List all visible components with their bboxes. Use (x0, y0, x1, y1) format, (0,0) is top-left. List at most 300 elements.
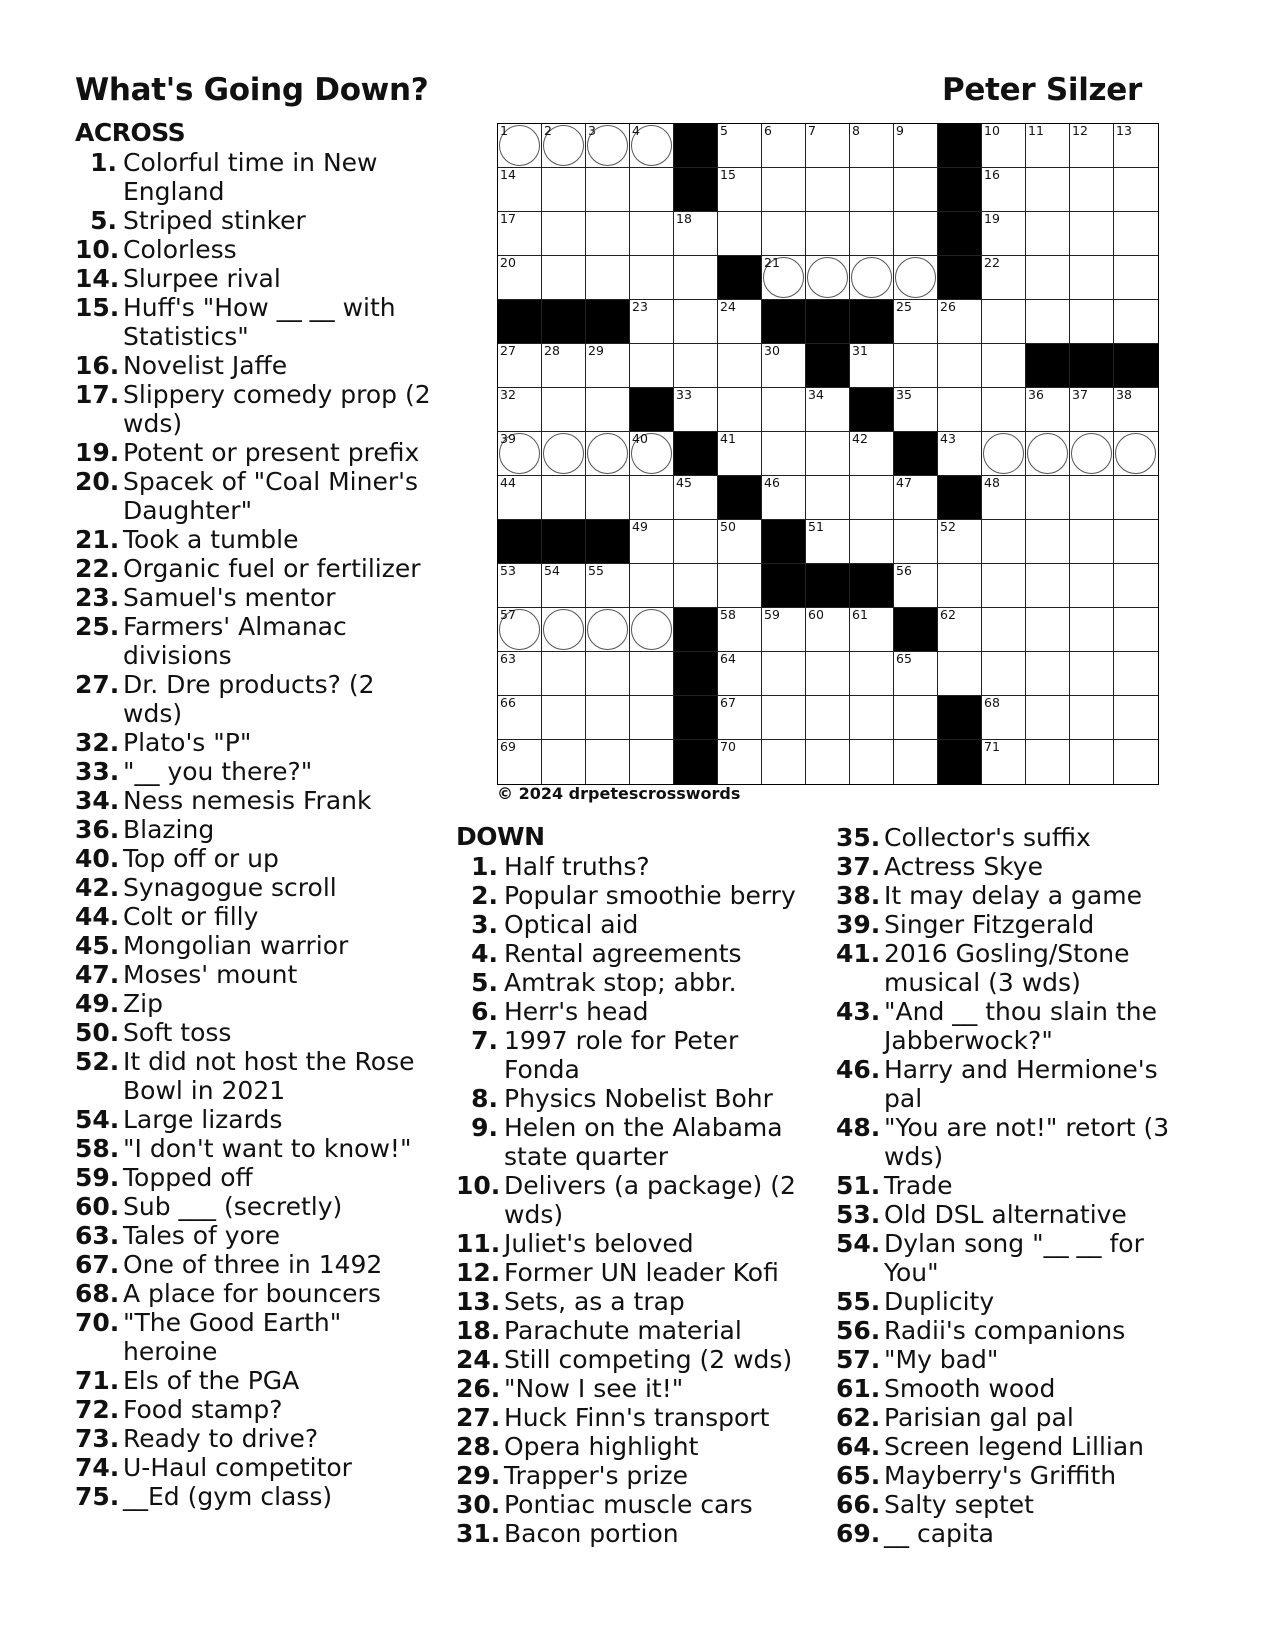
grid-cell[interactable] (938, 564, 982, 608)
grid-block (762, 520, 806, 564)
grid-cell[interactable] (630, 608, 674, 652)
clue-number: 58. (75, 1134, 120, 1163)
grid-cell[interactable] (498, 652, 542, 696)
grid-cell[interactable] (498, 344, 542, 388)
grid-cell[interactable] (498, 740, 542, 784)
clue-item (75, 1366, 435, 1395)
clue-item (836, 1316, 1186, 1345)
clue-item (456, 1258, 812, 1287)
grid-cell[interactable] (938, 432, 982, 476)
cell-number: 37 (1072, 387, 1088, 402)
grid-cell[interactable] (1026, 124, 1070, 168)
cell-number: 29 (588, 343, 604, 358)
grid-cell[interactable] (938, 388, 982, 432)
clue-number: 75. (75, 1482, 120, 1511)
grid-cell[interactable] (498, 696, 542, 740)
grid-cell[interactable] (1114, 212, 1158, 256)
grid-cell[interactable] (850, 696, 894, 740)
grid-cell[interactable] (762, 344, 806, 388)
cell-number: 60 (808, 607, 824, 622)
grid-block (674, 696, 718, 740)
clue-item (75, 757, 435, 786)
grid-cell[interactable] (894, 168, 938, 212)
clue-item (456, 1084, 812, 1113)
clue-number: 26. (456, 1374, 501, 1403)
grid-cell[interactable] (938, 520, 982, 564)
clue-item (75, 1250, 435, 1279)
grid-cell[interactable] (982, 608, 1026, 652)
grid-block (938, 696, 982, 740)
cell-number: 63 (500, 651, 516, 666)
grid-cell[interactable] (542, 696, 586, 740)
grid-cell[interactable] (1070, 168, 1114, 212)
grid-cell[interactable] (586, 168, 630, 212)
cell-number: 67 (720, 695, 736, 710)
cell-number: 46 (764, 475, 780, 490)
grid-cell[interactable] (1026, 608, 1070, 652)
grid-cell[interactable] (894, 212, 938, 256)
cell-number: 3 (588, 123, 596, 138)
grid-block (1114, 344, 1158, 388)
grid-cell[interactable] (498, 432, 542, 476)
clue-item (836, 1403, 1186, 1432)
grid-cell[interactable] (894, 564, 938, 608)
clue-number: 35. (836, 823, 881, 852)
grid-cell[interactable] (806, 740, 850, 784)
cell-number: 45 (676, 475, 692, 490)
grid-cell[interactable] (982, 212, 1026, 256)
clue-text: Collector's suffix (884, 823, 1091, 852)
grid-cell[interactable] (542, 388, 586, 432)
grid-cell[interactable] (1114, 476, 1158, 520)
grid-cell[interactable] (1026, 212, 1070, 256)
grid-cell[interactable] (762, 476, 806, 520)
grid-cell[interactable] (982, 564, 1026, 608)
grid-cell[interactable] (1114, 300, 1158, 344)
clue-text: 2016 Gosling/Stone musical (3 wds) (884, 939, 1130, 997)
grid-cell[interactable] (762, 432, 806, 476)
down-clue-list-2 (836, 823, 1186, 1548)
grid-cell[interactable] (1070, 520, 1114, 564)
clue-text: Els of the PGA (123, 1366, 300, 1395)
grid-cell[interactable] (982, 520, 1026, 564)
cell-circle (1071, 433, 1112, 474)
grid-cell[interactable] (498, 212, 542, 256)
grid-cell[interactable] (542, 212, 586, 256)
grid-cell[interactable] (850, 124, 894, 168)
grid-cell[interactable] (806, 476, 850, 520)
cell-number: 41 (720, 431, 736, 446)
across-clue-list (75, 148, 435, 1511)
clue-number: 42. (75, 873, 120, 902)
grid-cell[interactable] (1070, 476, 1114, 520)
clue-text: Sub ___ (secretly) (123, 1192, 343, 1221)
grid-cell[interactable] (1070, 652, 1114, 696)
cell-number: 71 (984, 739, 1000, 754)
clue-number: 54. (836, 1229, 881, 1258)
grid-cell[interactable] (850, 740, 894, 784)
grid-cell[interactable] (718, 124, 762, 168)
grid-cell[interactable] (1070, 300, 1114, 344)
clue-text: Salty septet (884, 1490, 1034, 1519)
grid-cell[interactable] (1026, 696, 1070, 740)
clue-number: 22. (75, 554, 120, 583)
grid-cell[interactable] (718, 608, 762, 652)
grid-block (1070, 344, 1114, 388)
cell-number: 48 (984, 475, 1000, 490)
grid-cell[interactable] (630, 432, 674, 476)
grid-cell[interactable] (982, 432, 1026, 476)
clue-text: Novelist Jaffe (123, 351, 288, 380)
clue-item (75, 1482, 435, 1511)
clue-number: 21. (75, 525, 120, 554)
grid-cell[interactable] (1114, 124, 1158, 168)
grid-cell[interactable] (982, 740, 1026, 784)
grid-cell[interactable] (938, 652, 982, 696)
grid-cell[interactable] (586, 740, 630, 784)
grid-cell[interactable] (1026, 652, 1070, 696)
grid-cell[interactable] (806, 608, 850, 652)
grid-cell[interactable] (674, 476, 718, 520)
grid-cell[interactable] (630, 168, 674, 212)
cell-number: 62 (940, 607, 956, 622)
grid-cell[interactable] (498, 564, 542, 608)
grid-block (674, 740, 718, 784)
clue-text: Topped off (123, 1163, 253, 1192)
clue-item (75, 1279, 435, 1308)
grid-cell[interactable] (630, 696, 674, 740)
grid-cell[interactable] (850, 432, 894, 476)
grid-cell[interactable] (718, 212, 762, 256)
clue-number: 13. (456, 1287, 501, 1316)
clue-number: 40. (75, 844, 120, 873)
grid-cell[interactable] (894, 520, 938, 564)
grid-cell[interactable] (718, 652, 762, 696)
cell-number: 5 (720, 123, 728, 138)
grid-cell[interactable] (806, 432, 850, 476)
cell-number: 64 (720, 651, 736, 666)
grid-cell[interactable] (1026, 168, 1070, 212)
grid-cell[interactable] (718, 696, 762, 740)
grid-cell[interactable] (630, 124, 674, 168)
grid-cell[interactable] (586, 256, 630, 300)
cell-number: 40 (632, 431, 648, 446)
clue-item (836, 1229, 1186, 1287)
grid-cell[interactable] (542, 168, 586, 212)
grid-cell[interactable] (586, 344, 630, 388)
clue-number: 20. (75, 467, 120, 496)
grid-cell[interactable] (542, 740, 586, 784)
grid-cell[interactable] (982, 388, 1026, 432)
grid-cell[interactable] (806, 652, 850, 696)
grid-block (498, 300, 542, 344)
clue-number: 70. (75, 1308, 120, 1337)
grid-cell[interactable] (850, 652, 894, 696)
clue-number: 30. (456, 1490, 501, 1519)
clue-number: 72. (75, 1395, 120, 1424)
grid-block (498, 520, 542, 564)
grid-cell[interactable] (498, 476, 542, 520)
grid-cell[interactable] (894, 124, 938, 168)
grid-cell[interactable] (718, 520, 762, 564)
grid-cell[interactable] (806, 388, 850, 432)
cell-number: 66 (500, 695, 516, 710)
grid-cell[interactable] (630, 212, 674, 256)
grid-cell[interactable] (718, 432, 762, 476)
grid-cell[interactable] (982, 476, 1026, 520)
grid-cell[interactable] (1070, 212, 1114, 256)
grid-cell[interactable] (674, 212, 718, 256)
grid-cell[interactable] (630, 652, 674, 696)
grid-cell[interactable] (938, 300, 982, 344)
grid-cell[interactable] (498, 388, 542, 432)
grid-cell[interactable] (586, 608, 630, 652)
grid-cell[interactable] (806, 520, 850, 564)
grid-cell[interactable] (1114, 564, 1158, 608)
grid-cell[interactable] (586, 432, 630, 476)
clue-item (456, 1316, 812, 1345)
grid-cell[interactable] (542, 256, 586, 300)
grid-cell[interactable] (674, 256, 718, 300)
cell-number: 8 (852, 123, 860, 138)
grid-cell[interactable] (1026, 520, 1070, 564)
grid-cell[interactable] (806, 212, 850, 256)
grid-cell[interactable] (498, 608, 542, 652)
grid-cell[interactable] (938, 344, 982, 388)
grid-cell[interactable] (806, 124, 850, 168)
grid-cell[interactable] (1114, 432, 1158, 476)
grid-cell[interactable] (894, 256, 938, 300)
grid-cell[interactable] (850, 256, 894, 300)
clue-number: 18. (456, 1316, 501, 1345)
grid-cell[interactable] (762, 608, 806, 652)
cell-number: 65 (896, 651, 912, 666)
clue-text: Took a tumble (123, 525, 299, 554)
clue-text: 1997 role for Peter Fonda (504, 1026, 739, 1084)
grid-block (1026, 344, 1070, 388)
grid-cell[interactable] (762, 168, 806, 212)
clue-text: One of three in 1492 (123, 1250, 383, 1279)
grid-cell[interactable] (718, 388, 762, 432)
grid-block (674, 608, 718, 652)
grid-cell[interactable] (1114, 388, 1158, 432)
grid-cell[interactable] (586, 212, 630, 256)
cell-circle (1027, 433, 1068, 474)
clue-item (75, 873, 435, 902)
grid-cell[interactable] (762, 652, 806, 696)
grid-cell[interactable] (850, 344, 894, 388)
clue-number: 74. (75, 1453, 120, 1482)
grid-cell[interactable] (1070, 608, 1114, 652)
grid-cell[interactable] (982, 124, 1026, 168)
cell-number: 13 (1116, 123, 1132, 138)
grid-cell[interactable] (894, 652, 938, 696)
grid-cell[interactable] (542, 124, 586, 168)
grid-cell[interactable] (982, 256, 1026, 300)
grid-cell[interactable] (982, 652, 1026, 696)
grid-cell[interactable] (1070, 696, 1114, 740)
grid-cell[interactable] (674, 344, 718, 388)
clue-number: 57. (836, 1345, 881, 1374)
grid-cell[interactable] (982, 168, 1026, 212)
grid-cell[interactable] (586, 696, 630, 740)
grid-cell[interactable] (542, 432, 586, 476)
grid-cell[interactable] (630, 476, 674, 520)
cell-number: 70 (720, 739, 736, 754)
grid-block (938, 212, 982, 256)
grid-cell[interactable] (498, 124, 542, 168)
grid-cell[interactable] (1026, 300, 1070, 344)
clue-text: Duplicity (884, 1287, 995, 1316)
grid-cell[interactable] (586, 124, 630, 168)
grid-cell[interactable] (674, 564, 718, 608)
grid-cell[interactable] (894, 300, 938, 344)
grid-cell[interactable] (1026, 432, 1070, 476)
clue-item (75, 1047, 435, 1105)
grid-cell[interactable] (894, 388, 938, 432)
clue-item (75, 931, 435, 960)
grid-block (938, 740, 982, 784)
grid-cell[interactable] (1114, 608, 1158, 652)
grid-cell[interactable] (542, 652, 586, 696)
clue-number: 7. (471, 1026, 498, 1055)
grid-cell[interactable] (762, 696, 806, 740)
grid-cell[interactable] (630, 564, 674, 608)
cell-number: 34 (808, 387, 824, 402)
cell-number: 10 (984, 123, 1000, 138)
grid-cell[interactable] (1070, 740, 1114, 784)
crossword-grid (497, 123, 1159, 785)
grid-cell[interactable] (850, 212, 894, 256)
grid-cell[interactable] (586, 652, 630, 696)
grid-cell[interactable] (982, 300, 1026, 344)
grid-cell[interactable] (1114, 168, 1158, 212)
grid-cell[interactable] (674, 300, 718, 344)
cell-number: 54 (544, 563, 560, 578)
grid-cell[interactable] (674, 520, 718, 564)
grid-cell[interactable] (1026, 256, 1070, 300)
grid-cell[interactable] (1070, 432, 1114, 476)
grid-cell[interactable] (498, 256, 542, 300)
grid-cell[interactable] (762, 740, 806, 784)
grid-cell[interactable] (1114, 652, 1158, 696)
clue-number: 56. (836, 1316, 881, 1345)
grid-cell[interactable] (894, 344, 938, 388)
grid-cell[interactable] (542, 344, 586, 388)
grid-cell[interactable] (762, 388, 806, 432)
clue-text: Blazing (123, 815, 215, 844)
clue-number: 55. (836, 1287, 881, 1316)
grid-cell[interactable] (938, 608, 982, 652)
grid-cell[interactable] (718, 168, 762, 212)
grid-cell[interactable] (542, 476, 586, 520)
grid-cell[interactable] (674, 388, 718, 432)
clue-text: Soft toss (123, 1018, 232, 1047)
grid-cell[interactable] (498, 168, 542, 212)
grid-cell[interactable] (1114, 256, 1158, 300)
clue-number: 3. (471, 910, 498, 939)
clue-item (836, 1055, 1186, 1113)
grid-cell[interactable] (762, 124, 806, 168)
grid-cell[interactable] (630, 256, 674, 300)
grid-cell[interactable] (850, 476, 894, 520)
grid-cell[interactable] (1026, 476, 1070, 520)
clue-item (456, 1113, 812, 1171)
grid-cell[interactable] (806, 696, 850, 740)
grid-block (850, 564, 894, 608)
grid-block (806, 564, 850, 608)
grid-cell[interactable] (1114, 740, 1158, 784)
clue-text: "You are not!" retort (3 wds) (884, 1113, 1170, 1171)
cell-number: 28 (544, 343, 560, 358)
grid-cell[interactable] (1070, 256, 1114, 300)
grid-cell[interactable] (630, 740, 674, 784)
grid-cell[interactable] (806, 256, 850, 300)
cell-number: 1 (500, 123, 508, 138)
grid-cell[interactable] (630, 520, 674, 564)
clue-item (75, 293, 435, 351)
clue-item (836, 881, 1186, 910)
grid-cell[interactable] (894, 696, 938, 740)
grid-cell[interactable] (586, 564, 630, 608)
grid-cell[interactable] (762, 256, 806, 300)
grid-cell[interactable] (850, 168, 894, 212)
grid-cell[interactable] (1070, 388, 1114, 432)
clue-text: Amtrak stop; abbr. (504, 968, 737, 997)
grid-cell[interactable] (982, 696, 1026, 740)
grid-block (938, 124, 982, 168)
clue-item (456, 1287, 812, 1316)
cell-number: 30 (764, 343, 780, 358)
grid-cell[interactable] (850, 520, 894, 564)
grid-cell[interactable] (894, 740, 938, 784)
grid-cell[interactable] (718, 564, 762, 608)
grid-block (806, 344, 850, 388)
clue-number: 11. (456, 1229, 501, 1258)
grid-cell[interactable] (1026, 740, 1070, 784)
grid-cell[interactable] (1114, 696, 1158, 740)
grid-cell[interactable] (718, 344, 762, 388)
grid-cell[interactable] (806, 168, 850, 212)
grid-cell[interactable] (718, 300, 762, 344)
grid-cell[interactable] (1114, 520, 1158, 564)
grid-cell[interactable] (718, 740, 762, 784)
cell-circle (807, 257, 848, 298)
grid-cell[interactable] (586, 388, 630, 432)
clue-item (836, 939, 1186, 997)
grid-cell[interactable] (542, 608, 586, 652)
clue-item (456, 1519, 812, 1548)
cell-number: 20 (500, 255, 516, 270)
cell-number: 69 (500, 739, 516, 754)
grid-cell[interactable] (762, 212, 806, 256)
grid-cell[interactable] (630, 344, 674, 388)
grid-cell[interactable] (630, 300, 674, 344)
grid-cell[interactable] (850, 608, 894, 652)
grid-cell[interactable] (586, 476, 630, 520)
grid-cell[interactable] (1026, 564, 1070, 608)
grid-cell[interactable] (542, 564, 586, 608)
down-heading: DOWN (456, 822, 545, 851)
clue-text: Large lizards (123, 1105, 283, 1134)
grid-cell[interactable] (894, 476, 938, 520)
grid-cell[interactable] (1070, 564, 1114, 608)
grid-cell[interactable] (1026, 388, 1070, 432)
cell-number: 61 (852, 607, 868, 622)
clue-item (75, 989, 435, 1018)
grid-cell[interactable] (982, 344, 1026, 388)
grid-cell[interactable] (1070, 124, 1114, 168)
